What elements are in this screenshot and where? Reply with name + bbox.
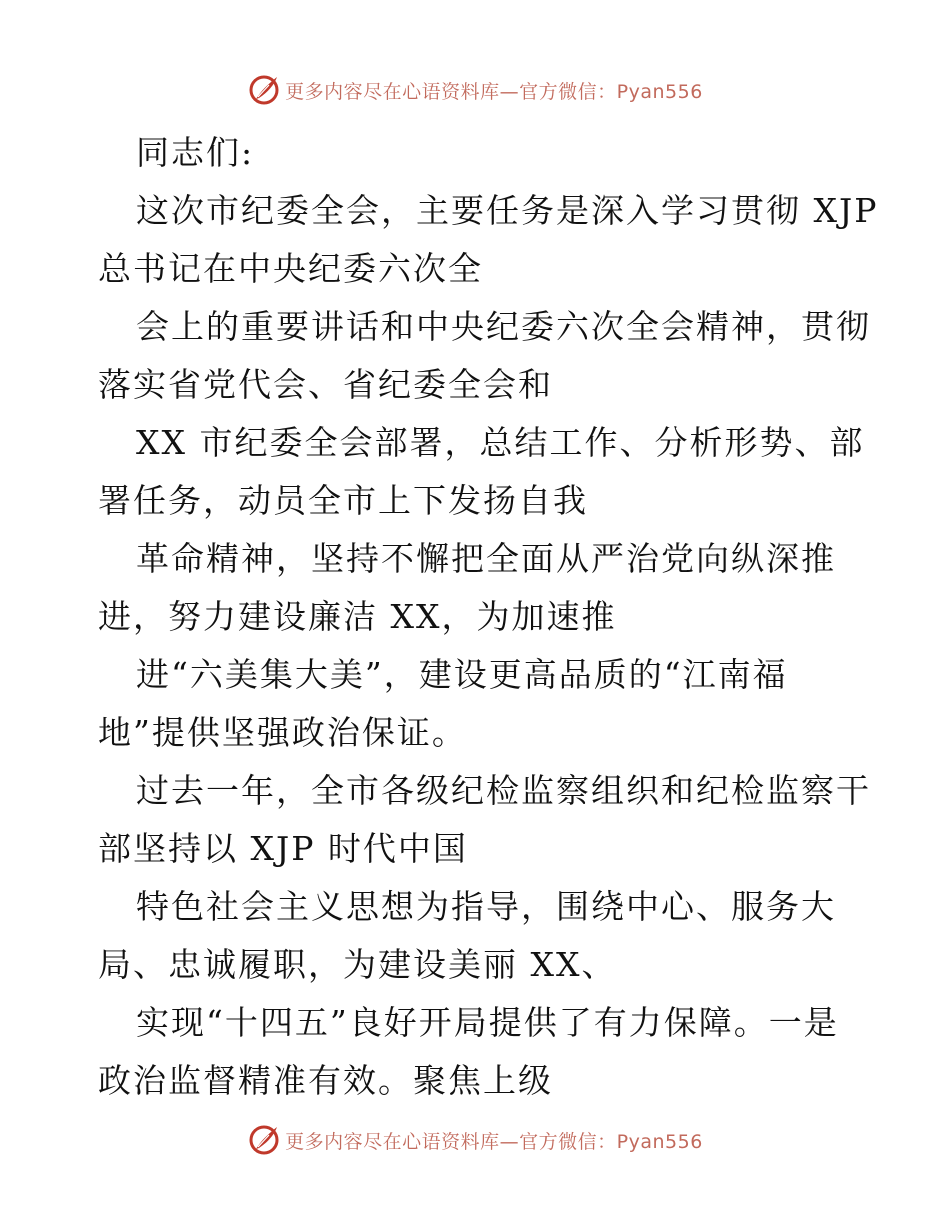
body-line: 过去一年，全市各级纪检监察组织和纪检监察干 [136,771,871,810]
body-line: 进“六美集大美”，建设更高品质的“江南福 [136,655,788,694]
body-line: 这次市纪委全会，主要任务是深入学习贯彻 XJP [136,191,879,230]
body-line: 实现“十四五”良好开局提供了有力保障。一是 [136,1003,839,1042]
feather-pen-logo-icon [247,1123,281,1157]
body-line: XX 市纪委全会部署，总结工作、分析形势、部 [136,423,865,462]
body-line: 同志们: [136,133,255,172]
body-line: 落实省党代会、省纪委全会和 [98,365,553,404]
body-line: 政治监督精准有效。聚焦上级 [98,1061,553,1100]
body-line: 部坚持以 XJP 时代中国 [98,829,468,868]
header-banner-text: 更多内容尽在心语资料库—官方微信：Pyan556 [285,80,703,103]
body-line: 地”提供坚强政治保证。 [98,713,467,752]
body-line: 进，努力建设廉洁 XX，为加速推 [98,597,617,636]
header-banner [0,70,950,110]
body-line: 总书记在中央纪委六次全 [98,249,483,288]
body-line: 革命精神，坚持不懈把全面从严治党向纵深推 [136,539,836,578]
body-line: 会上的重要讲话和中央纪委六次全会精神，贯彻 [136,307,871,346]
footer-banner [0,1120,950,1160]
body-line: 特色社会主义思想为指导，围绕中心、服务大 [136,887,836,926]
footer-banner-text: 更多内容尽在心语资料库—官方微信：Pyan556 [285,1130,703,1153]
body-line: 署任务，动员全市上下发扬自我 [98,481,588,520]
document-body [98,124,879,1110]
feather-pen-logo-icon [247,73,281,107]
body-line: 局、忠诚履职，为建设美丽 XX、 [98,945,617,984]
